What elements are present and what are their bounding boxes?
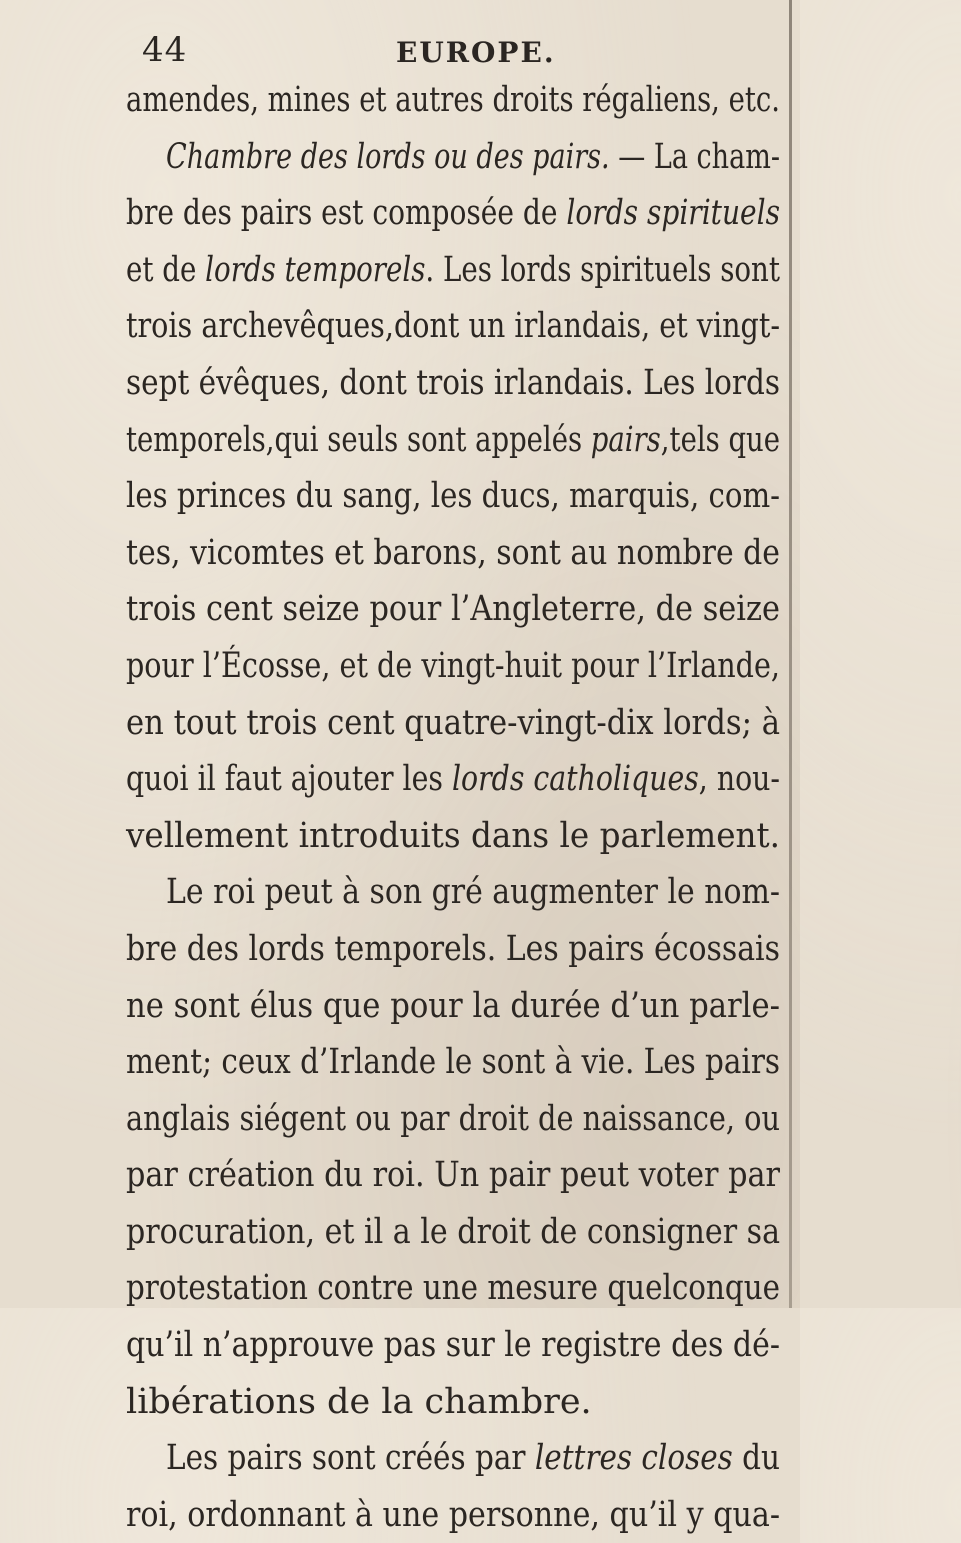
text-line [126,978,780,1035]
text-segment: , nou- [698,759,780,800]
text-segment: tes, vicomtes et barons, sont au nombre de [126,532,780,573]
text-line [126,1317,780,1374]
italic-text: lords catholiques [451,759,699,800]
text-segment: pour l’Écosse, et de vingt-huit pour l’Irlande, [126,645,780,686]
text-segment: par création du roi. Un pair peut voter par [126,1155,780,1196]
text-segment: sept évêques, dont trois irlandais. Les lords [126,362,780,403]
text-line [126,1260,780,1317]
text-line [126,1034,780,1091]
text-line [126,129,780,186]
text-segment: bre des lords temporels. Les pairs écossais [126,928,780,969]
text-line [126,808,780,865]
text-segment: quoi il faut ajouter les [126,759,452,800]
text-segment: et de [126,249,206,290]
text-line [126,638,780,695]
italic-text: pairs [590,419,661,460]
text-segment: trois archevêques,dont un irlandais, et vingt- [126,306,780,347]
text-segment: qu’il n’approuve pas sur le registre des dé- [126,1325,780,1366]
text-line [126,1487,780,1543]
text-segment: temporels,qui seuls sont appelés [126,419,591,460]
text-line [126,468,780,525]
text-line [126,581,780,638]
page-edge-shadow [789,0,792,1308]
text-segment: trois cent seize pour l’Angleterre, de seize [126,589,780,630]
text-line [126,72,780,129]
text-segment: en tout trois cent quatre-vingt-dix lords; à [126,702,780,743]
text-line [126,298,780,355]
text-line [126,864,780,921]
text-segment: roi, ordonnant à une personne, qu’il y qua- [126,1494,780,1535]
running-title: EUROPE. [396,36,556,69]
text-line [126,412,780,469]
text-segment: bre des pairs est composée de [126,193,567,234]
text-line [126,355,780,412]
text-segment: libérations de la chambre. [126,1381,592,1422]
text-segment: ne sont élus que pour la durée d’un parle- [126,985,780,1026]
text-segment: . Les lords spirituels sont [425,249,780,290]
text-line [126,921,780,978]
text-segment: ,tels que [660,419,780,460]
text-segment: les princes du sang, les ducs, marquis, com- [126,476,780,517]
text-segment: amendes, mines et autres droits régaliens, etc. [126,80,780,120]
page-number: 44 [142,30,188,70]
italic-text: lords temporels [205,249,426,290]
italic-text: lords spirituels [566,193,780,234]
text-segment: du [732,1438,780,1479]
text-line [126,1374,780,1431]
text-line [126,525,780,582]
text-segment: Le roi peut à son gré augmenter le nom- [166,872,780,913]
text-line [126,1091,780,1148]
italic-text: lettres closes [534,1438,733,1479]
italic-text: Chambre des lords ou des pairs. [166,136,610,177]
text-line [126,1204,780,1261]
body-text [126,72,780,1543]
text-segment: Les pairs sont créés par [166,1438,535,1479]
text-line [126,185,780,242]
text-line [126,695,780,752]
text-line [126,242,780,299]
text-segment: anglais siégent ou par droit de naissance, ou [126,1098,780,1139]
text-segment: protestation contre une mesure quelconque [126,1268,780,1309]
text-segment: vellement introduits dans le parlement. [126,815,780,856]
text-line [126,1430,780,1487]
running-head [142,30,782,70]
text-line [126,751,780,808]
text-segment: — La cham- [609,136,780,177]
text-line [126,1147,780,1204]
text-segment: procuration, et il a le droit de consigner sa [126,1211,780,1252]
text-segment: ment; ceux d’Irlande le sont à vie. Les pairs [126,1042,780,1083]
